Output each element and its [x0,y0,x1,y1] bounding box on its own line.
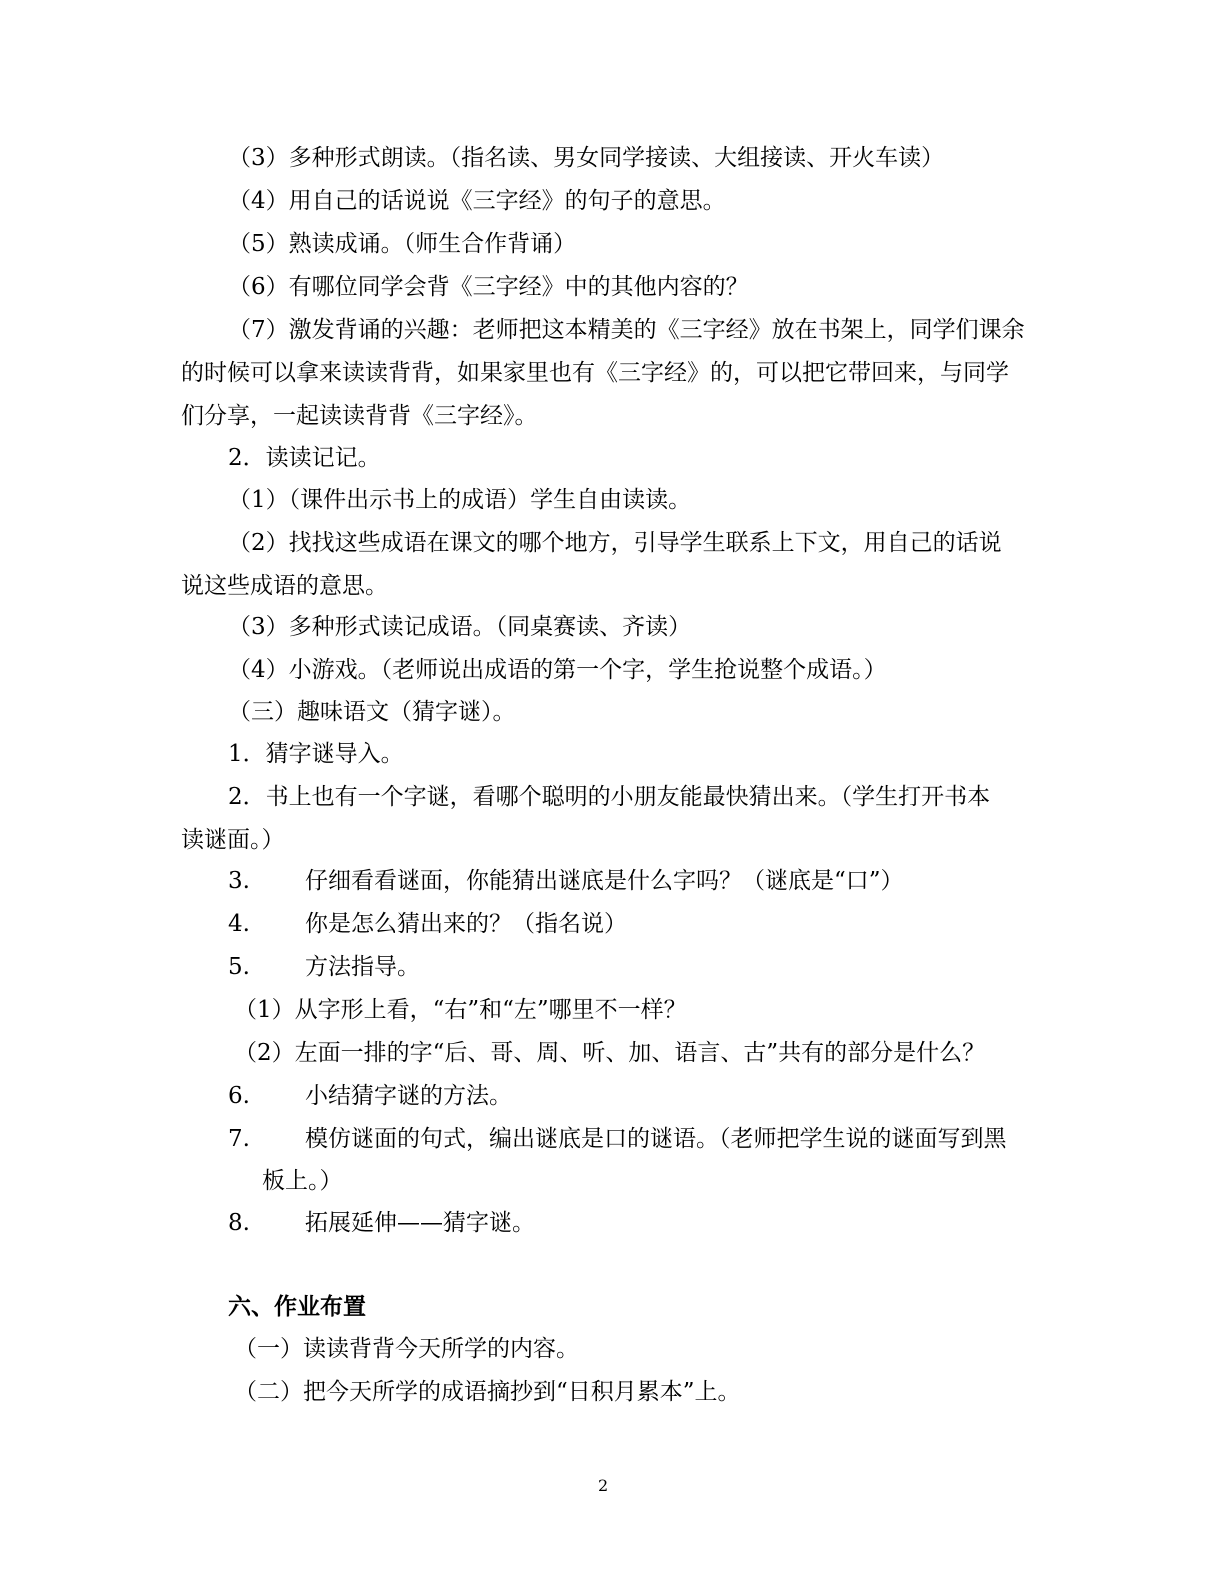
list-number: 7. [228,1126,250,1152]
paragraph-line: 2．书上也有一个字谜，看哪个聪明的小朋友能最快猜出来。（学生打开书本 [228,784,991,810]
list-item-text: 你是怎么猜出来的？（指名说） [305,911,627,937]
list-item-text: 小结猜字谜的方法。 [305,1083,512,1109]
paragraph-line: 的时候可以拿来读读背背，如果家里也有《三字经》的，可以把它带回来，与同学 [181,360,1009,386]
section-item: （二）把今天所学的成语摘抄到“日积月累本”上。 [234,1379,741,1405]
list-item-text: 方法指导。 [305,954,420,980]
paragraph-line: （三）趣味语文（猜字谜）。 [228,699,516,725]
list-number: 4. [228,911,250,937]
section-heading: 六、作业布置 [228,1293,366,1320]
paragraph-line: 说这些成语的意思。 [181,573,388,599]
paragraph-line: （4）用自己的话说说《三字经》的句子的意思。 [228,188,726,214]
paragraph-line: （6）有哪位同学会背《三字经》中的其他内容的？ [228,274,749,300]
paragraph-line: （3）多种形式读记成语。（同桌赛读、齐读） [228,614,692,640]
paragraph-line: （2）找找这些成语在课文的哪个地方，引导学生联系上下文，用自己的话说 [228,530,1002,556]
list-number: 8. [228,1210,250,1236]
paragraph-line: （1）（课件出示书上的成语）学生自由读读。 [228,487,692,513]
list-number: 5. [228,954,250,980]
page-number: 2 [598,1476,609,1495]
paragraph-line: 读谜面。） [181,827,285,853]
paragraph-line: 1．猜字谜导入。 [228,741,404,767]
list-item-text: 仔细看看谜面，你能猜出谜底是什么字吗？（谜底是“口”） [305,868,904,894]
paragraph-line: （7）激发背诵的兴趣：老师把这本精美的《三字经》放在书架上，同学们课余 [228,317,1025,343]
paragraph-line: （3）多种形式朗读。（指名读、男女同学接读、大组接读、开火车读） [228,145,945,171]
section-item: （一）读读背背今天所学的内容。 [234,1336,579,1362]
paragraph-line: 们分享，一起读读背背《三字经》。 [181,403,538,429]
list-subitem: （2）左面一排的字“后、哥、周、听、加、语言、古”共有的部分是什么？ [234,1040,986,1066]
list-subitem: （1）从字形上看，“右”和“左”哪里不一样？ [234,997,687,1023]
list-item-continuation: 板上。） [262,1168,343,1194]
list-item-text: 模仿谜面的句式，编出谜底是口的谜语。（老师把学生说的谜面写到黑 [305,1126,1007,1152]
list-number: 3. [228,868,250,894]
paragraph-line: 2．读读记记。 [228,445,381,471]
paragraph-line: （5）熟读成诵。（师生合作背诵） [228,231,577,257]
paragraph-line: （4）小游戏。（老师说出成语的第一个字，学生抢说整个成语。） [228,657,887,683]
list-number: 6. [228,1083,250,1109]
list-item-text: 拓展延伸——猜字谜。 [305,1210,535,1236]
